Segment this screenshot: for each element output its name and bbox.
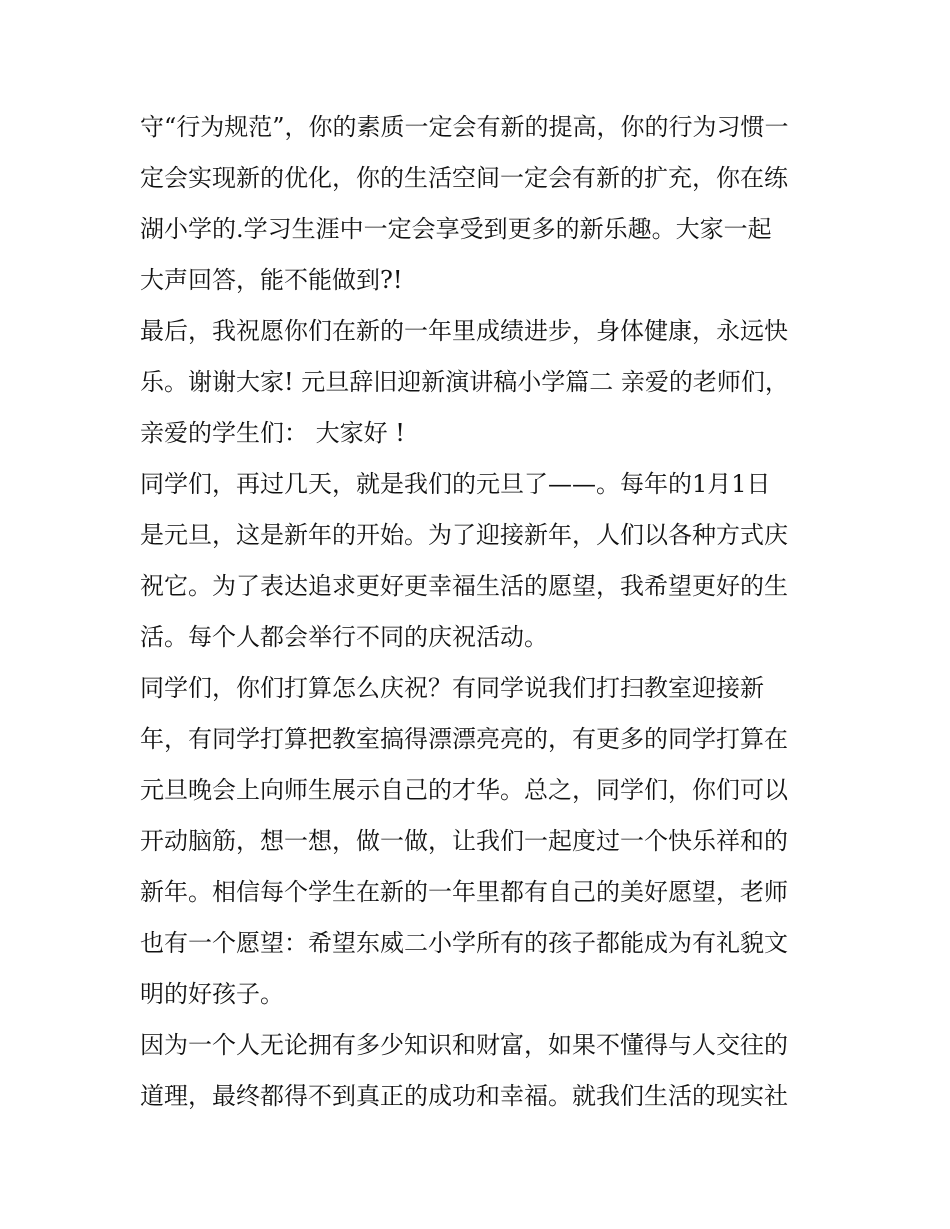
text-line: 定会实现新的优化，你的生活空间一定会有新的扩充，你在练 xyxy=(140,164,788,192)
text-line: 新年。相信每个学生在新的一年里都有自己的美好愿望，老师 xyxy=(140,878,788,906)
text-line: 年，有同学打算把教室搞得漂漂亮亮的，有更多的同学打算在 xyxy=(140,725,788,753)
text-line: 开动脑筋，想一想，做一做，让我们一起度过一个快乐祥和的 xyxy=(140,827,788,855)
text-line: 明的好孩子。 xyxy=(140,980,284,1008)
text-line: 因为一个人无论拥有多少知识和财富，如果不懂得与人交往的 xyxy=(140,1031,788,1059)
text-line: 湖小学的.学习生涯中一定会享受到更多的新乐趣。大家一起 xyxy=(140,215,772,243)
text-line: 活。每个人都会举行不同的庆祝活动。 xyxy=(140,623,548,651)
text-line: 最后，我祝愿你们在新的一年里成绩进步，身体健康，永远快 xyxy=(140,317,788,345)
document-body xyxy=(140,102,820,1122)
text-line: 同学们，再过几天，就是我们的元旦了——。每年的1月1日 xyxy=(140,470,771,498)
text-line: 是元旦，这是新年的开始。为了迎接新年，人们以各种方式庆 xyxy=(140,521,788,549)
text-line: 同学们，你们打算怎么庆祝？有同学说我们打扫教室迎接新 xyxy=(140,674,764,702)
text-line: 道理，最终都得不到真正的成功和幸福。就我们生活的现实社 xyxy=(140,1082,788,1110)
text-line: 乐。谢谢大家! 元旦辞旧迎新演讲稿小学篇二 亲爱的老师们， xyxy=(140,368,789,396)
text-line: 大声回答，能不能做到?! xyxy=(140,266,403,294)
text-line: 祝它。为了表达追求更好更幸福生活的愿望，我希望更好的生 xyxy=(140,572,788,600)
text-line: 亲爱的学生们： 大家好 ! xyxy=(140,419,405,447)
text-line: 元旦晚会上向师生展示自己的才华。总之，同学们，你们可以 xyxy=(140,776,788,804)
text-line: 也有一个愿望：希望东威二小学所有的孩子都能成为有礼貌文 xyxy=(140,929,788,957)
text-line: 守“行为规范”，你的素质一定会有新的提高，你的行为习惯一 xyxy=(140,113,789,141)
